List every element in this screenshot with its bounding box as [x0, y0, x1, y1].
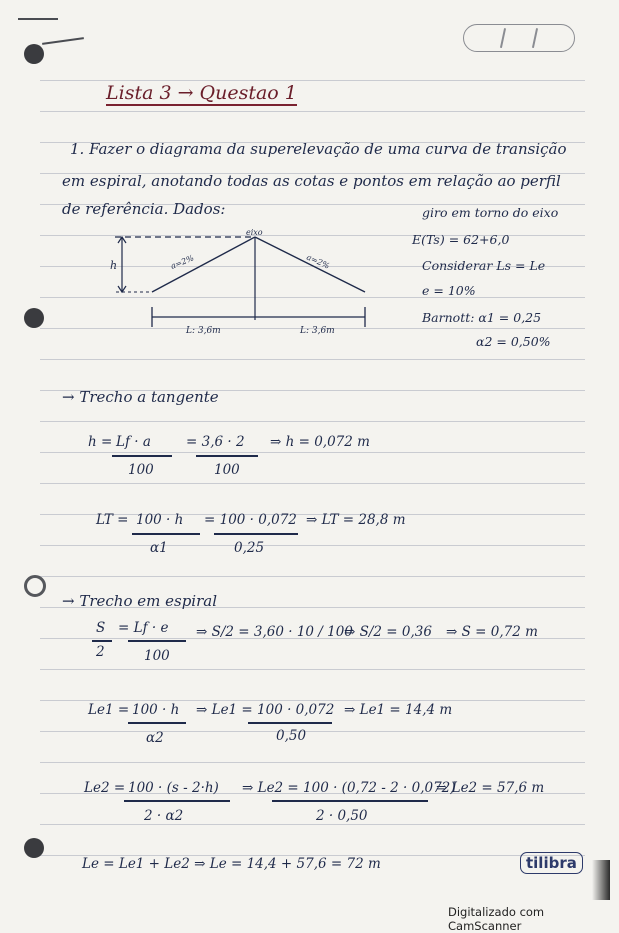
eq-le2-num: 100 · (s - 2·h) [128, 780, 219, 796]
label-h: h [110, 259, 118, 272]
eq-h-num: Lf · a [116, 434, 151, 450]
eq-h-lhs: h = [88, 434, 113, 450]
statement-line-2: em espiral, anotando todas as cotas e pontos em relação ao perfil [62, 172, 561, 190]
binder-hole-icon [24, 575, 46, 597]
eq-lt-den: α1 [150, 540, 168, 556]
fraction-bar [92, 640, 112, 642]
eq-s-step1: ⇒ S/2 = 3,60 · 10 / 100 [196, 624, 353, 640]
eq-le2-step-num: ⇒ Le2 = 100 · (0,72 - 2 · 0,072) [242, 780, 456, 796]
eq-le1-step-den: 0,50 [276, 728, 307, 744]
given-consider: Considerar Ls = Le [422, 258, 546, 273]
eq-le2-den: 2 · α2 [144, 808, 184, 824]
eq-le2-step-den: 2 · 0,50 [316, 808, 368, 824]
eq-s-lhs-den: 2 [96, 644, 105, 660]
fraction-bar [196, 455, 258, 457]
ruled-line [40, 545, 585, 546]
eq-s-result: ⇒ S = 0,72 m [446, 624, 538, 640]
eq-le1-result: ⇒ Le1 = 14,4 m [344, 702, 453, 718]
given-ts: E(Ts) = 62+6,0 [412, 232, 510, 247]
eq-s-lhs-num: S [96, 620, 106, 636]
eq-le1-step-num: ⇒ Le1 = 100 · 0,072 [196, 702, 335, 718]
profile-diagram [110, 225, 400, 345]
right-slope-line [255, 237, 365, 292]
brand-logo: tilibra [520, 852, 583, 874]
ruled-line [40, 576, 585, 577]
ruled-line [40, 452, 585, 453]
ruled-line [40, 111, 585, 112]
statement-line-3: de referência. Dados: [62, 200, 226, 218]
eq-h-step-num: = 3,6 · 2 [186, 434, 245, 450]
ruled-line [40, 824, 585, 825]
eq-le1-lhs: Le1 = [88, 702, 130, 718]
eq-s-num: = Lf · e [118, 620, 169, 636]
ruled-line [40, 483, 585, 484]
given-giro: giro em torno do eixo [422, 205, 559, 220]
eq-h-result: ⇒ h = 0,072 m [270, 434, 370, 450]
scan-mark [42, 37, 84, 45]
eq-h-step-den: 100 [214, 462, 240, 478]
section-heading-tangent: → Trecho a tangente [62, 388, 219, 406]
eq-h-den: 100 [128, 462, 154, 478]
ruled-line [40, 80, 585, 81]
eq-le1-den: α2 [146, 730, 164, 746]
ruled-line [40, 421, 585, 422]
scan-mark [18, 18, 58, 20]
ruled-line [40, 669, 585, 670]
fraction-bar [214, 533, 298, 535]
binder-hole-icon [24, 308, 44, 328]
page-title: Lista 3 → Questao 1 [106, 82, 297, 104]
label-width-left: L: 3,6m [186, 326, 221, 336]
eq-lt-step-num: = 100 · 0,072 [204, 512, 297, 528]
label-slope-right: a=2% [305, 252, 331, 271]
fraction-bar [248, 722, 332, 724]
fraction-bar [124, 800, 230, 802]
binder-hole-icon [24, 44, 44, 64]
fraction-bar [128, 722, 186, 724]
given-alpha2: α2 = 0,50% [476, 334, 551, 349]
eq-le2-result: ⇒ Le2 = 57,6 m [436, 780, 545, 796]
fraction-bar [112, 455, 172, 457]
ruled-line [40, 762, 585, 763]
left-slope-line [152, 237, 255, 292]
label-width-right: L: 3,6m [300, 326, 335, 336]
statement-line-1: 1. Fazer o diagrama da superelevação de uma curva de transição [70, 140, 567, 158]
eq-s-step2: ⇒ S/2 = 0,36 [344, 624, 432, 640]
given-barnott: Barnott: α1 = 0,25 [422, 310, 542, 325]
eq-lt-num: 100 · h [136, 512, 184, 528]
eq-le2-lhs: Le2 = [84, 780, 126, 796]
fraction-bar [272, 800, 428, 802]
eq-lt-lhs: LT = [96, 512, 129, 528]
section-heading-spiral: → Trecho em espiral [62, 592, 218, 610]
ruled-line [40, 359, 585, 360]
label-eixo: eixo [246, 228, 263, 237]
eq-lt-result: ⇒ LT = 28,8 m [306, 512, 406, 528]
eq-s-den: 100 [144, 648, 170, 664]
scanner-footer: Digitalizado com CamScanner [448, 905, 545, 933]
date-box [463, 24, 575, 52]
ruled-line [40, 731, 585, 732]
eq-lt-step-den: 0,25 [234, 540, 265, 556]
fraction-bar [132, 533, 200, 535]
page-edge-shadow [592, 860, 610, 900]
label-slope-left: a=2% [169, 253, 196, 271]
fraction-bar [128, 640, 186, 642]
binder-hole-icon [24, 838, 44, 858]
ruled-line [40, 700, 585, 701]
given-e: e = 10% [422, 283, 476, 298]
eq-le1-num: 100 · h [132, 702, 180, 718]
eq-le-total: Le = Le1 + Le2 ⇒ Le = 14,4 + 57,6 = 72 m [82, 856, 381, 872]
